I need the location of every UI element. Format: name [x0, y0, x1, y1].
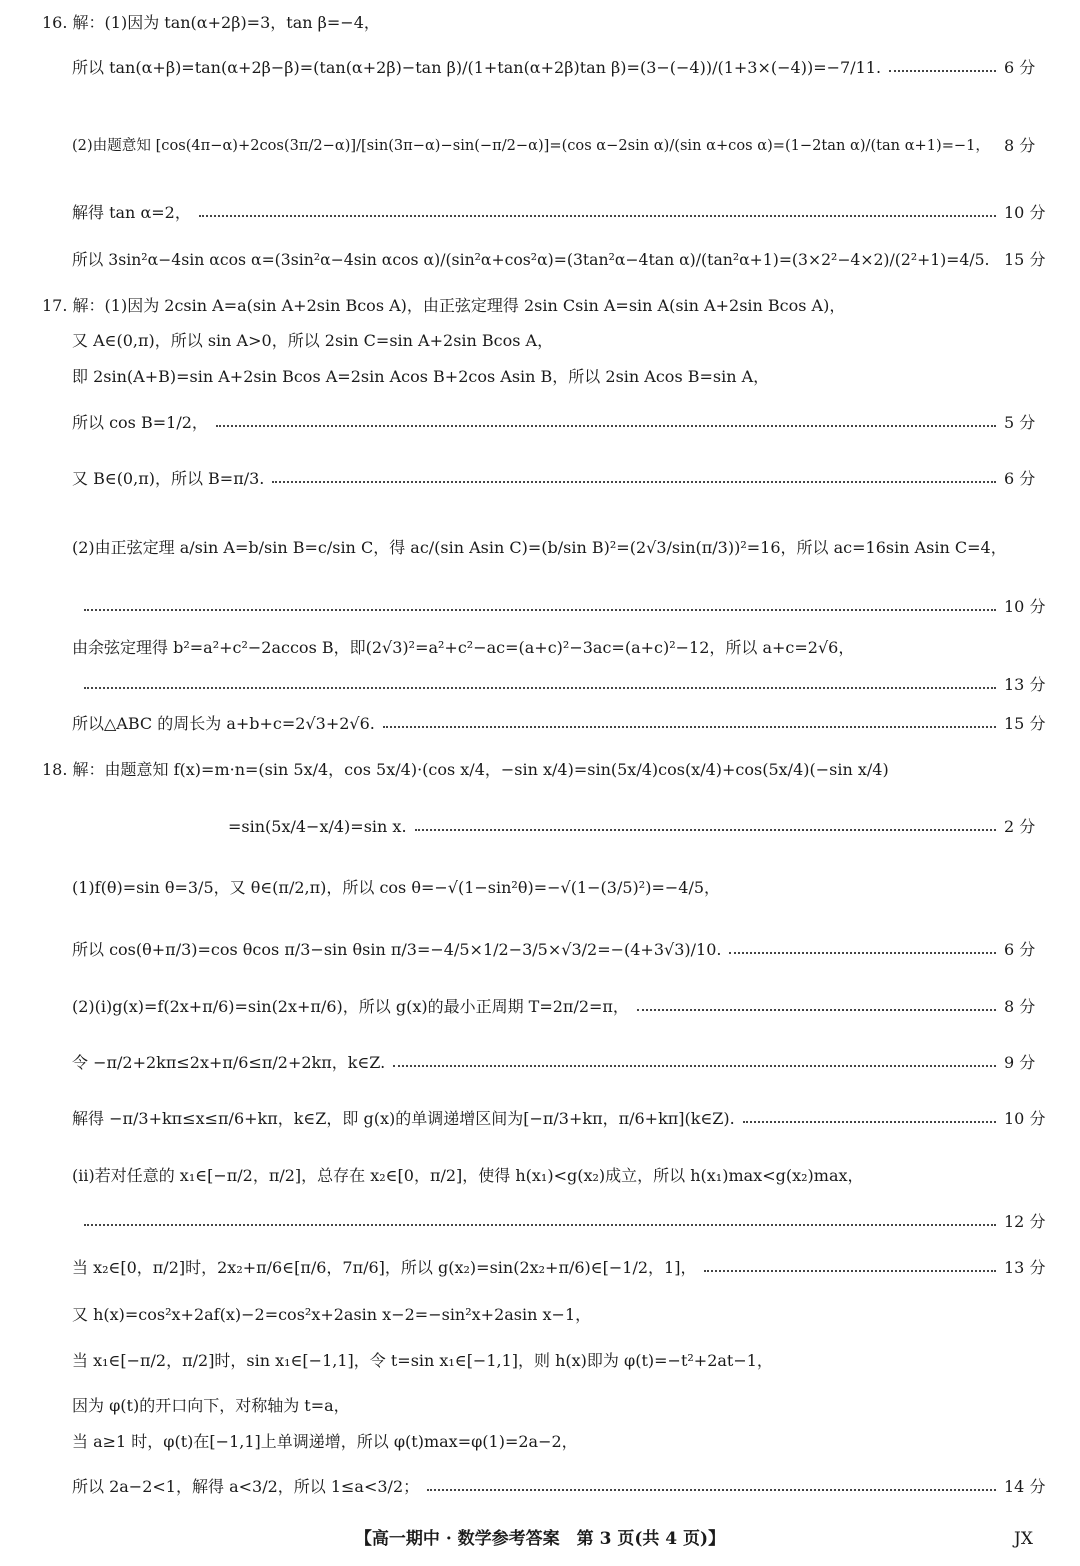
answer-line — [0, 1305, 1080, 1325]
leader-dots — [272, 481, 996, 483]
answer-text: 又 A∈(0,π)，所以 sin A>0，所以 2sin C=sin A+2sin Bcos A， — [72, 331, 554, 350]
score-marker: 6 分 — [1004, 58, 1036, 77]
answer-text: 令 −π/2+2kπ≤2x+π/6≤π/2+2kπ，k∈Z. — [72, 1053, 386, 1072]
answer-line — [0, 1109, 1080, 1129]
answer-line — [0, 1477, 1080, 1497]
score-marker: 13 分 — [1004, 1258, 1046, 1277]
answer-text: 18. 解：由题意知 f(x)=m·n=(sin 5x/4，cos 5x/4)·(cos x/4，−sin x/4)=sin(5x/4)cos(x/4)+cos(5x/4)(−sin x/4) — [42, 760, 889, 779]
score-marker: 14 分 — [1004, 1477, 1046, 1496]
score-marker: 10 分 — [1004, 1109, 1046, 1128]
answer-line — [0, 714, 1080, 734]
answer-text: 因为 φ(t)的开口向下，对称轴为 t=a， — [72, 1396, 350, 1415]
answer-text: 当 a≥1 时，φ(t)在[−1,1]上单调递增，所以 φ(t)max=φ(1)=2a−2， — [72, 1432, 578, 1451]
answer-line — [0, 597, 1080, 617]
answer-line — [0, 940, 1080, 960]
answer-text: (2)由题意知 [cos(4π−α)+2cos(3π/2−α)]/[sin(3π−α)−sin(−π/2−α)]=(cos α−2sin α)/(sin α+cos α)=(1−2tan α)/(tan α+1)=−1， — [72, 137, 991, 154]
answer-text: (2)由正弦定理 a/sin A=b/sin B=c/sin C，得 ac/(sin Asin C)=(b/sin B)²=(2√3/sin(π/3))²=16，所以 ac=16sin Asin C=4， — [72, 538, 1007, 557]
answer-line — [0, 760, 1080, 780]
answer-line — [0, 1166, 1080, 1186]
leader-dots — [704, 1270, 996, 1272]
answer-text: 即 2sin(A+B)=sin A+2sin Bcos A=2sin Acos B+2cos Asin B，所以 2sin Acos B=sin A， — [72, 367, 770, 386]
answer-text: 所以 cos B=1/2， — [72, 413, 208, 432]
leader-dots — [84, 687, 996, 689]
score-marker: 10 分 — [1004, 597, 1046, 616]
answer-text: 所以△ABC 的周长为 a+b+c=2√3+2√6. — [72, 714, 375, 733]
score-marker: 6 分 — [1004, 469, 1036, 488]
leader-dots — [889, 70, 996, 72]
answer-line — [0, 997, 1080, 1017]
answer-text: (ⅱ)若对任意的 x₁∈[−π/2，π/2]，总存在 x₂∈[0，π/2]，使得 h(x₁)<g(x₂)成立，所以 h(x₁)max<g(x₂)max， — [72, 1166, 864, 1185]
answer-text: 又 h(x)=cos²x+2af(x)−2=cos²x+2asin x−2=−sin²x+2asin x−1， — [72, 1305, 592, 1324]
answer-line — [0, 250, 1080, 270]
leader-dots — [383, 726, 996, 728]
answer-line — [0, 675, 1080, 695]
leader-dots — [84, 609, 996, 611]
score-marker: 2 分 — [1004, 817, 1036, 836]
answer-line — [0, 413, 1080, 433]
answer-text: 所以 cos(θ+π/3)=cos θcos π/3−sin θsin π/3=−4/5×1/2−3/5×√3/2=−(4+3√3)/10. — [72, 940, 722, 959]
answer-text: (2)(ⅰ)g(x)=f(2x+π/6)=sin(2x+π/6)，所以 g(x)的最小正周期 T=2π/2=π， — [72, 997, 629, 1016]
answer-line — [0, 1258, 1080, 1278]
answer-line — [0, 331, 1080, 351]
leader-dots — [729, 952, 996, 954]
leader-dots — [637, 1009, 996, 1011]
answer-line — [0, 203, 1080, 223]
score-marker: 9 分 — [1004, 1053, 1036, 1072]
leader-dots — [84, 1224, 996, 1226]
answer-line — [0, 638, 1080, 658]
score-marker: 5 分 — [1004, 413, 1036, 432]
answer-line — [0, 469, 1080, 489]
answer-line — [0, 13, 1080, 33]
answer-text: (1)f(θ)=sin θ=3/5，又 θ∈(π/2,π)，所以 cos θ=−√(1−sin²θ)=−√(1−(3/5)²)=−4/5， — [72, 878, 721, 897]
answer-text: 17. 解：(1)因为 2csin A=a(sin A+2sin Bcos A)，由正弦定理得 2sin Csin A=sin A(sin A+2sin Bcos A)， — [42, 296, 846, 315]
answer-text: 16. 解：(1)因为 tan(α+2β)=3，tan β=−4， — [42, 13, 380, 32]
answer-line — [0, 296, 1080, 316]
leader-dots — [743, 1121, 996, 1123]
score-marker: 6 分 — [1004, 940, 1036, 959]
score-marker: 15 分 — [1004, 714, 1046, 733]
score-marker: 8 分 — [1004, 136, 1036, 155]
answer-text: 所以 2a−2<1，解得 a<3/2，所以 1≤a<3/2； — [72, 1477, 420, 1496]
answer-text: =sin(5x/4−x/4)=sin x. — [228, 817, 407, 836]
leader-dots — [427, 1489, 996, 1491]
answer-line — [0, 1053, 1080, 1073]
answer-line — [0, 1432, 1080, 1452]
page-footer: 【高一期中 · 数学参考答案 第 3 页(共 4 页)】 — [354, 1529, 726, 1549]
score-marker: 13 分 — [1004, 675, 1046, 694]
answer-text: 当 x₂∈[0，π/2]时，2x₂+π/6∈[π/6，7π/6]，所以 g(x₂)=sin(2x₂+π/6)∈[−1/2，1]， — [72, 1258, 697, 1277]
score-marker: 15 分 — [1004, 250, 1046, 269]
answer-text: 解得 −π/3+kπ≤x≤π/6+kπ，k∈Z，即 g(x)的单调递增区间为[−π/3+kπ，π/6+kπ](k∈Z). — [72, 1109, 735, 1128]
leader-dots — [415, 829, 996, 831]
score-marker: 10 分 — [1004, 203, 1046, 222]
answer-text: 又 B∈(0,π)，所以 B=π/3. — [72, 469, 265, 488]
answer-text: 所以 3sin²α−4sin αcos α=(3sin²α−4sin αcos α)/(sin²α+cos²α)=(3tan²α−4tan α)/(tan²α+1)=(3×2²−4×2)/(2²+1)=4/5. — [72, 250, 990, 269]
answer-line — [0, 1212, 1080, 1232]
score-marker: 8 分 — [1004, 997, 1036, 1016]
leader-dots — [216, 425, 996, 427]
footer-code: JX — [1014, 1529, 1033, 1549]
answer-line — [0, 58, 1080, 78]
answer-text: 当 x₁∈[−π/2，π/2]时，sin x₁∈[−1,1]，令 t=sin x₁∈[−1,1]，则 h(x)即为 φ(t)=−t²+2at−1， — [72, 1351, 773, 1370]
answer-text: 解得 tan α=2， — [72, 203, 191, 222]
answer-text: 由余弦定理得 b²=a²+c²−2accos B，即(2√3)²=a²+c²−ac=(a+c)²−3ac=(a+c)²−12，所以 a+c=2√6， — [72, 638, 855, 657]
answer-line — [0, 1351, 1080, 1371]
answer-line — [0, 878, 1080, 898]
answer-line — [0, 538, 1080, 558]
leader-dots — [199, 215, 996, 217]
answer-line — [0, 1396, 1080, 1416]
score-marker: 12 分 — [1004, 1212, 1046, 1231]
answer-line — [0, 367, 1080, 387]
leader-dots — [393, 1065, 996, 1067]
answer-text: 所以 tan(α+β)=tan(α+2β−β)=(tan(α+2β)−tan β)/(1+tan(α+2β)tan β)=(3−(−4))/(1+3×(−4))=−7/11. — [72, 58, 882, 77]
answer-line — [0, 136, 1080, 156]
answer-line — [0, 817, 1080, 837]
